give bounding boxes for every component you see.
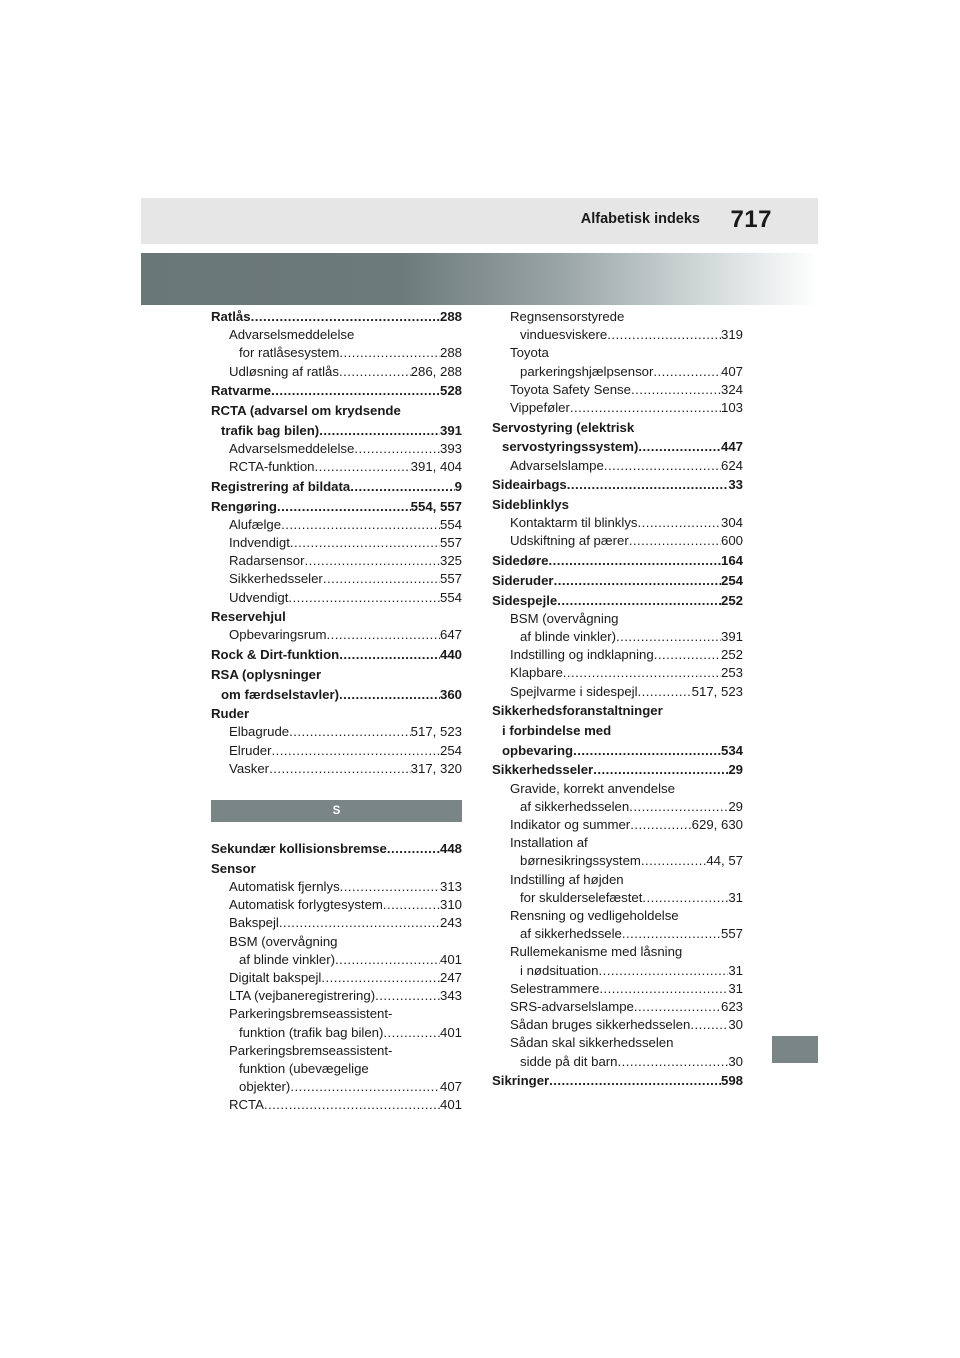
dot-leader bbox=[629, 532, 721, 550]
dot-leader bbox=[264, 1096, 440, 1114]
index-entry-label: funktion (trafik bag bilen) bbox=[239, 1024, 384, 1040]
index-entry-page: 448 bbox=[439, 841, 462, 857]
dot-leader bbox=[326, 626, 440, 644]
dot-leader bbox=[290, 1078, 440, 1096]
index-entry-label: RCTA bbox=[229, 1097, 264, 1113]
index-entry bbox=[492, 572, 743, 590]
dot-leader bbox=[642, 889, 728, 907]
index-entry-label: Sideairbags bbox=[492, 477, 567, 493]
index-entry-page: 288 bbox=[439, 345, 462, 361]
index-entry-page: 393 bbox=[439, 440, 462, 456]
dot-leader bbox=[690, 1016, 728, 1034]
index-entry bbox=[211, 516, 462, 534]
index-entry bbox=[211, 951, 462, 969]
index-entry-label: Bakspejl bbox=[229, 915, 279, 931]
index-entry-label: LTA (vejbaneregistrering) bbox=[229, 988, 376, 1004]
dot-leader bbox=[548, 552, 721, 570]
dot-leader bbox=[354, 440, 440, 458]
index-entry bbox=[211, 896, 462, 914]
index-column-left bbox=[211, 308, 462, 1115]
index-entry bbox=[211, 326, 462, 344]
index-entry-page: 29 bbox=[728, 762, 743, 778]
index-entry bbox=[211, 1042, 462, 1060]
index-entry-page: 304 bbox=[720, 515, 743, 531]
index-entry-label: Advarselsmeddelelse bbox=[229, 327, 355, 343]
index-entry bbox=[492, 326, 743, 344]
index-entry-label: Reservehjul bbox=[211, 609, 286, 625]
dot-leader bbox=[653, 363, 721, 381]
dot-leader bbox=[323, 570, 440, 588]
index-entry-label: Sikkerhedsforanstaltninger bbox=[492, 703, 663, 719]
index-entry-label: Rengøring bbox=[211, 498, 277, 514]
index-entry bbox=[492, 344, 743, 362]
dot-leader bbox=[641, 852, 706, 870]
index-entry-page: 401 bbox=[439, 951, 462, 967]
index-entry bbox=[211, 382, 462, 400]
dot-leader bbox=[383, 1024, 440, 1042]
index-entry-label: vinduesviskere bbox=[520, 327, 608, 343]
dot-leader bbox=[638, 514, 721, 532]
dot-leader bbox=[305, 552, 440, 570]
index-entry bbox=[492, 925, 743, 943]
index-entry bbox=[492, 962, 743, 980]
index-entry-page: 324 bbox=[720, 381, 743, 397]
section-header-s: S bbox=[211, 800, 462, 822]
index-entry bbox=[492, 683, 743, 701]
dot-leader bbox=[554, 572, 721, 590]
index-entry bbox=[211, 534, 462, 552]
index-entry bbox=[211, 1005, 462, 1023]
index-entry bbox=[492, 610, 743, 628]
index-entry-page: 600 bbox=[720, 533, 743, 549]
index-entry-page: 253 bbox=[720, 665, 743, 681]
index-entry bbox=[211, 344, 462, 362]
index-entry bbox=[492, 998, 743, 1016]
index-entry-label: Toyota Safety Sense bbox=[510, 381, 631, 397]
index-entry-page: 624 bbox=[720, 457, 743, 473]
index-entry-label: Rensning og vedligeholdelse bbox=[510, 908, 679, 923]
index-entry-label: Automatisk fjernlys bbox=[229, 878, 340, 894]
index-entry-page: 407 bbox=[439, 1079, 462, 1095]
index-entry-label: RCTA-funktion bbox=[229, 459, 315, 475]
index-entry-label: Gravide, korrekt anvendelse bbox=[510, 780, 675, 796]
index-entry-label: Sidespejle bbox=[492, 592, 558, 608]
index-entry-label: børnesikringssystem bbox=[520, 853, 641, 869]
dot-leader bbox=[339, 646, 440, 664]
dot-leader bbox=[271, 382, 440, 400]
index-entry-label: SRS-advarselslampe bbox=[510, 999, 634, 1015]
index-entry-page: 103 bbox=[720, 400, 743, 416]
index-entry bbox=[492, 438, 743, 456]
index-entry-page: 391, 404 bbox=[410, 459, 462, 475]
index-entry-label: Elruder bbox=[229, 742, 272, 758]
index-entry bbox=[211, 1024, 462, 1042]
index-entry bbox=[211, 646, 462, 664]
dot-leader bbox=[339, 344, 440, 362]
index-entry-page: 623 bbox=[720, 999, 743, 1015]
index-entry-page: 243 bbox=[439, 915, 462, 931]
index-entry bbox=[492, 532, 743, 550]
dot-leader bbox=[350, 478, 454, 496]
index-entry-label: Servostyring (elektrisk bbox=[492, 419, 635, 435]
index-entry bbox=[492, 834, 743, 852]
index-entry bbox=[492, 1034, 743, 1052]
dot-leader bbox=[638, 438, 721, 456]
index-entry bbox=[492, 628, 743, 646]
dot-leader bbox=[340, 878, 440, 896]
index-entry-page: 31 bbox=[728, 980, 743, 996]
index-entry bbox=[492, 871, 743, 889]
index-entry bbox=[211, 933, 462, 951]
dot-leader bbox=[557, 592, 721, 610]
dot-leader bbox=[570, 399, 721, 417]
index-entry-label: Sideblinklys bbox=[492, 497, 569, 513]
index-entry bbox=[492, 381, 743, 399]
index-entry bbox=[492, 646, 743, 664]
dot-leader bbox=[339, 686, 440, 704]
index-entry bbox=[492, 592, 743, 610]
index-entry-label: Ratlås bbox=[211, 309, 251, 324]
index-entry bbox=[211, 440, 462, 458]
index-entry-label: BSM (overvågning bbox=[229, 933, 338, 949]
index-entry bbox=[211, 1078, 462, 1096]
dot-leader bbox=[638, 683, 692, 701]
index-entry-label: funktion (ubevægelige bbox=[239, 1061, 369, 1077]
index-entry-page: 319 bbox=[720, 327, 743, 343]
index-entry bbox=[492, 308, 743, 326]
index-entry bbox=[211, 742, 462, 760]
index-entry-label: Udvendigt bbox=[229, 589, 289, 605]
dot-leader bbox=[604, 457, 721, 475]
index-entry-page: 557 bbox=[439, 571, 462, 587]
dot-leader bbox=[618, 1053, 729, 1071]
index-entry-page: 517, 523 bbox=[691, 683, 743, 699]
index-entry bbox=[211, 458, 462, 476]
header-title: Alfabetisk indeks bbox=[580, 211, 700, 227]
index-entry-page: 401 bbox=[439, 1024, 462, 1040]
index-entry bbox=[211, 1060, 462, 1078]
index-entry-page: 554 bbox=[439, 516, 462, 532]
index-entry-page: 554, 557 bbox=[410, 498, 462, 514]
index-entry-page: 313 bbox=[439, 878, 462, 894]
index-entry-page: 401 bbox=[439, 1097, 462, 1113]
dot-leader bbox=[269, 760, 411, 778]
index-entry-label: Udskiftning af pærer bbox=[510, 533, 629, 549]
index-entry-label: Radarsensor bbox=[229, 553, 305, 569]
index-entry-label: Opbevaringsrum bbox=[229, 627, 327, 643]
dot-leader bbox=[279, 914, 440, 932]
index-entry-page: 629, 630 bbox=[691, 816, 743, 832]
index-entry-label: Installation af bbox=[510, 835, 588, 851]
index-entry-page: 325 bbox=[439, 553, 462, 569]
index-entry-label: Registrering af bildata bbox=[211, 478, 351, 494]
index-entry-label: i forbindelse med bbox=[502, 722, 612, 738]
dot-leader bbox=[631, 381, 721, 399]
index-entry-label: i nødsituation bbox=[520, 962, 599, 978]
index-entry bbox=[211, 760, 462, 778]
index-entry bbox=[211, 840, 462, 858]
dot-leader bbox=[573, 742, 721, 760]
index-entry-label: Advarselsmeddelelse bbox=[229, 440, 355, 456]
index-entry-label: for ratlåsesystem bbox=[239, 345, 340, 361]
dot-leader bbox=[616, 628, 721, 646]
dot-leader bbox=[634, 998, 721, 1016]
index-entry-label: Sensor bbox=[211, 860, 256, 876]
dot-leader bbox=[599, 980, 728, 998]
index-entry bbox=[211, 478, 462, 496]
index-entry bbox=[211, 860, 462, 878]
dot-leader bbox=[277, 498, 411, 516]
index-entry-label: objekter) bbox=[239, 1079, 291, 1095]
index-entry-page: 30 bbox=[728, 1017, 743, 1033]
index-entry bbox=[211, 878, 462, 896]
index-entry-page: 598 bbox=[720, 1073, 743, 1089]
dot-leader bbox=[630, 816, 691, 834]
index-entry bbox=[211, 1096, 462, 1114]
index-entry bbox=[492, 664, 743, 682]
index-entry-label: servostyringssystem) bbox=[502, 439, 639, 455]
index-entry-label: Digitalt bakspejl bbox=[229, 970, 322, 985]
index-entry-label: Kontaktarm til blinklys bbox=[510, 515, 638, 531]
index-entry-page: 391 bbox=[439, 422, 462, 438]
index-entry-label: Rullemekanisme med låsning bbox=[510, 944, 683, 960]
index-entry bbox=[211, 589, 462, 607]
index-entry-page: 554 bbox=[439, 589, 462, 605]
index-entry-page: 247 bbox=[439, 970, 462, 985]
index-entry-page: 29 bbox=[728, 798, 743, 814]
index-entry-page: 391 bbox=[720, 628, 743, 644]
dot-leader bbox=[290, 534, 440, 552]
index-entry bbox=[211, 666, 462, 684]
index-entry-page: 447 bbox=[720, 439, 743, 455]
index-entry-label: Parkeringsbremseassistent- bbox=[229, 1042, 393, 1058]
index-entry bbox=[211, 914, 462, 932]
index-entry bbox=[492, 761, 743, 779]
index-entry-label: Alufælge bbox=[229, 516, 282, 532]
index-entry-page: 310 bbox=[439, 897, 462, 913]
index-entry-label: af blinde vinkler) bbox=[520, 628, 617, 644]
dot-leader bbox=[289, 723, 411, 741]
index-entry-page: 517, 523 bbox=[410, 724, 462, 740]
index-entry-page: 647 bbox=[439, 627, 462, 643]
dot-leader bbox=[629, 798, 728, 816]
dot-leader bbox=[383, 896, 440, 914]
index-entry-label: af sikkerhedssele bbox=[520, 926, 622, 942]
index-entry-page: 254 bbox=[439, 742, 462, 758]
index-entry-page: 254 bbox=[720, 572, 743, 588]
index-entry bbox=[492, 980, 743, 998]
index-column-right bbox=[492, 308, 743, 1091]
index-entry-label: Sådan bruges sikkerhedsselen bbox=[510, 1017, 691, 1033]
dot-leader bbox=[315, 458, 411, 476]
index-entry bbox=[211, 723, 462, 741]
dot-leader bbox=[593, 761, 728, 779]
index-entry-page: 534 bbox=[720, 742, 743, 758]
index-entry bbox=[211, 363, 462, 381]
index-entry-label: Advarselslampe bbox=[510, 457, 604, 473]
index-entry-page: 440 bbox=[439, 647, 462, 663]
index-entry-label: Vippeføler bbox=[510, 400, 570, 416]
index-entry bbox=[492, 419, 743, 437]
dot-leader bbox=[622, 925, 721, 943]
index-entry-page: 33 bbox=[728, 477, 743, 493]
index-entry bbox=[492, 780, 743, 798]
dot-leader bbox=[288, 589, 440, 607]
dot-leader bbox=[387, 840, 440, 858]
index-entry-label: Klapbare bbox=[510, 665, 563, 681]
index-entry bbox=[211, 570, 462, 588]
index-entry-label: Indstilling af højden bbox=[510, 871, 624, 887]
index-entry bbox=[492, 907, 743, 925]
index-entry-label: RCTA (advarsel om krydsende bbox=[211, 403, 401, 419]
index-group-r bbox=[211, 308, 462, 778]
index-entry-label: Regnsensorstyrede bbox=[510, 309, 625, 324]
index-entry-page: 343 bbox=[439, 988, 462, 1004]
index-entry-page: 9 bbox=[454, 478, 462, 494]
page-number: 717 bbox=[730, 206, 772, 233]
index-entry-label: Sikringer bbox=[492, 1073, 550, 1089]
index-entry-label: Vasker bbox=[229, 760, 270, 776]
index-entry bbox=[211, 626, 462, 644]
index-entry-page: 288 bbox=[439, 309, 462, 324]
index-entry-label: Selestrammere bbox=[510, 980, 600, 996]
index-entry-label: Indstilling og indklapning bbox=[510, 647, 654, 663]
index-entry-page: 528 bbox=[439, 383, 462, 399]
decorative-gradient-band bbox=[141, 253, 818, 305]
index-entry bbox=[492, 798, 743, 816]
index-group-s-continued bbox=[492, 308, 743, 1091]
index-entry-page: 30 bbox=[728, 1053, 743, 1069]
dot-leader bbox=[598, 962, 728, 980]
index-entry bbox=[211, 686, 462, 704]
index-entry-label: BSM (overvågning bbox=[510, 610, 619, 626]
index-entry-label: Ruder bbox=[211, 706, 250, 722]
index-entry-label: Sekundær kollisionsbremse bbox=[211, 841, 387, 857]
index-entry-page: 557 bbox=[439, 534, 462, 550]
index-entry-label: Automatisk forlygtesystem bbox=[229, 897, 383, 913]
dot-leader bbox=[607, 326, 721, 344]
index-entry-label: RSA (oplysninger bbox=[211, 666, 322, 682]
index-entry bbox=[211, 422, 462, 440]
index-entry bbox=[492, 476, 743, 494]
index-entry bbox=[211, 498, 462, 516]
index-entry bbox=[492, 816, 743, 834]
index-entry bbox=[492, 722, 743, 740]
dot-leader bbox=[567, 476, 729, 494]
dot-leader bbox=[654, 646, 721, 664]
index-entry-label: sidde på dit barn bbox=[520, 1053, 618, 1069]
index-entry-page: 557 bbox=[720, 926, 743, 942]
dot-leader bbox=[319, 422, 440, 440]
index-entry-page: 31 bbox=[728, 962, 743, 978]
index-entry-label: Rock & Dirt-funktion bbox=[211, 647, 340, 663]
index-entry-label: Indikator og summer bbox=[510, 816, 631, 832]
index-entry-label: Sikkerhedsseler bbox=[492, 762, 594, 778]
dot-leader bbox=[563, 664, 721, 682]
dot-leader bbox=[335, 951, 440, 969]
index-entry bbox=[211, 308, 462, 326]
index-entry bbox=[211, 608, 462, 626]
index-entry-label: om færdselstavler) bbox=[221, 686, 339, 702]
index-entry-label: Toyota bbox=[510, 345, 549, 361]
index-entry bbox=[492, 496, 743, 514]
index-entry-page: 360 bbox=[439, 686, 462, 702]
dot-leader bbox=[281, 516, 440, 534]
index-entry-label: af blinde vinkler) bbox=[239, 951, 336, 967]
index-entry bbox=[492, 1016, 743, 1034]
index-entry bbox=[492, 702, 743, 720]
index-entry-label: Sådan skal sikkerhedsselen bbox=[510, 1035, 674, 1051]
index-entry bbox=[492, 889, 743, 907]
index-entry bbox=[211, 987, 462, 1005]
index-entry bbox=[211, 552, 462, 570]
index-entry-label: trafik bag bilen) bbox=[221, 422, 320, 438]
index-group-s bbox=[211, 840, 462, 1115]
index-entry-page: 44, 57 bbox=[706, 853, 743, 869]
dot-leader bbox=[321, 969, 440, 987]
index-entry-page: 164 bbox=[720, 553, 743, 569]
index-entry bbox=[492, 852, 743, 870]
index-entry-label: Elbagrude bbox=[229, 724, 290, 740]
index-entry-page: 286, 288 bbox=[410, 363, 462, 379]
index-entry-label: Sideruder bbox=[492, 572, 554, 588]
index-entry-page: 252 bbox=[720, 647, 743, 663]
index-entry-label: Parkeringsbremseassistent- bbox=[229, 1006, 393, 1022]
index-entry-label: for skulderselefæstet bbox=[520, 889, 643, 905]
dot-leader bbox=[272, 742, 440, 760]
index-entry bbox=[492, 457, 743, 475]
index-entry-label: parkeringshjælpsensor bbox=[520, 363, 654, 379]
chapter-thumb-tab bbox=[772, 1036, 818, 1063]
index-entry-label: opbevaring bbox=[502, 742, 574, 758]
index-entry bbox=[492, 552, 743, 570]
index-entry-label: Spejlvarme i sidespejl bbox=[510, 683, 638, 699]
index-entry bbox=[492, 514, 743, 532]
dot-leader bbox=[339, 363, 411, 381]
index-entry bbox=[492, 1072, 743, 1090]
index-entry bbox=[492, 943, 743, 961]
index-entry bbox=[492, 363, 743, 381]
index-entry-label: af sikkerhedsselen bbox=[520, 798, 630, 814]
index-entry-page: 252 bbox=[720, 592, 743, 608]
dot-leader bbox=[549, 1072, 721, 1090]
index-entry-label: Indvendigt bbox=[229, 534, 290, 550]
index-entry-page: 407 bbox=[720, 363, 743, 379]
index-entry bbox=[211, 705, 462, 723]
index-entry bbox=[492, 742, 743, 760]
index-entry bbox=[492, 1053, 743, 1071]
index-entry-page: 317, 320 bbox=[410, 760, 462, 776]
dot-leader bbox=[375, 987, 440, 1005]
index-entry-label: Sidedøre bbox=[492, 553, 549, 569]
dot-leader bbox=[251, 308, 440, 326]
index-entry-label: Sikkerhedsseler bbox=[229, 571, 323, 587]
page-header bbox=[141, 198, 818, 244]
index-entry-label: Udløsning af ratlås bbox=[229, 363, 339, 379]
index-entry bbox=[211, 402, 462, 420]
index-entry-page: 31 bbox=[728, 889, 743, 905]
index-entry bbox=[211, 969, 462, 987]
index-entry-label: Ratvarme bbox=[211, 383, 272, 399]
index-entry bbox=[492, 399, 743, 417]
